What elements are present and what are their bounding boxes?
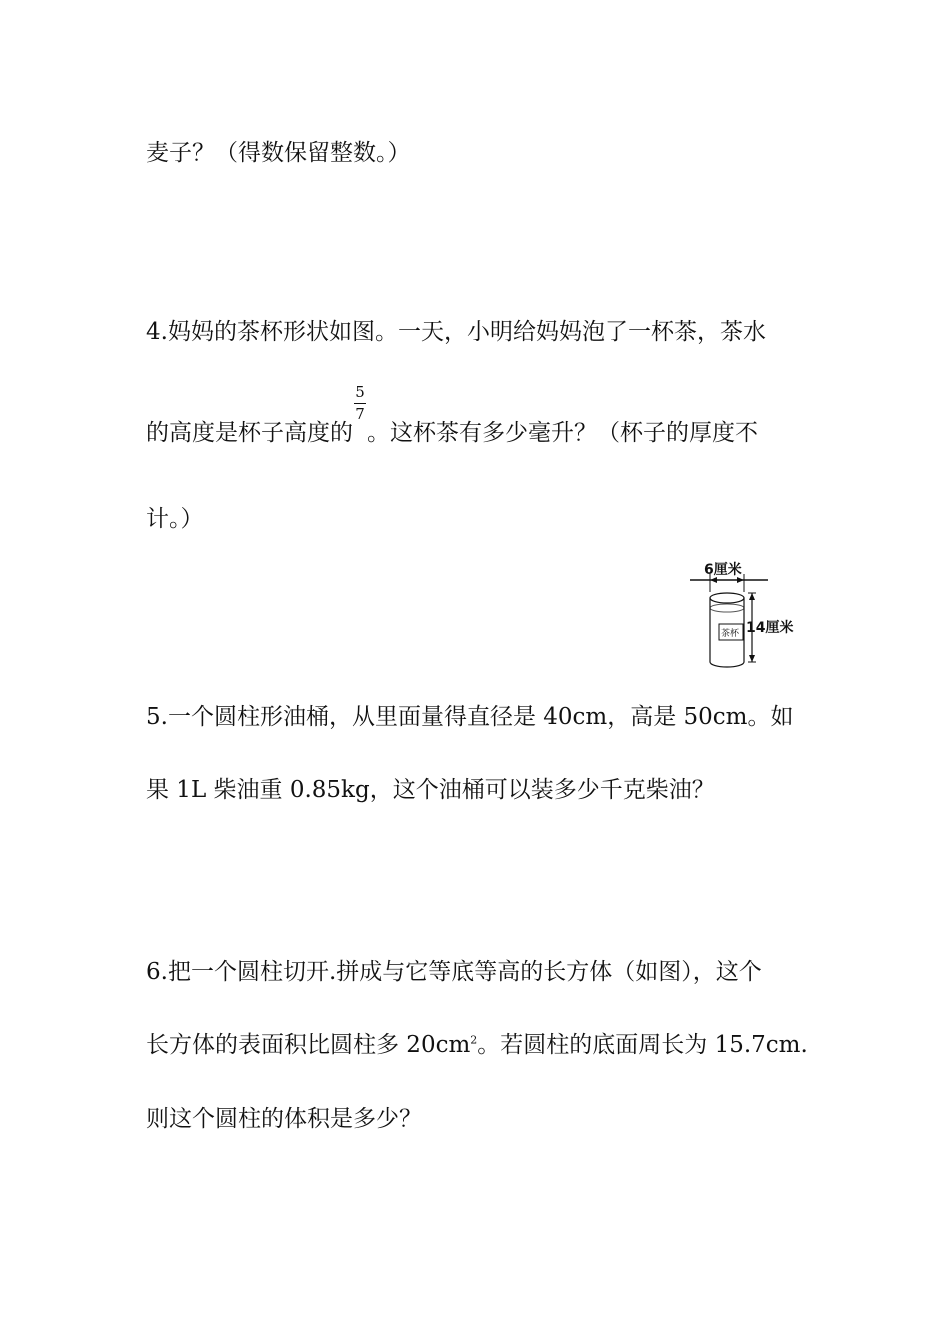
fraction-numerator: 5: [355, 383, 365, 401]
line-1: 麦子？（得数保留整数。）: [146, 140, 411, 166]
superscript-2: 2: [470, 1033, 478, 1047]
fraction-bar: [354, 403, 366, 404]
question-6-text-a: 长方体的表面积比圆柱多 20cm: [146, 1032, 471, 1058]
height-label: 14厘米: [746, 620, 794, 636]
teacup-figure: [684, 556, 802, 674]
fraction-denominator: 7: [355, 405, 365, 423]
cup-label: 茶杯: [721, 629, 740, 639]
question-6-line-3: 则这个圆柱的体积是多少？: [146, 1106, 422, 1132]
question-5-line-2: 果 1L 柴油重 0.85kg，这个油桶可以装多少千克柴油？: [146, 777, 715, 803]
diameter-label: 6厘米: [704, 562, 742, 578]
question-4-line-3: 计。）: [146, 506, 204, 532]
teacup-diagram: [684, 556, 802, 674]
question-4-text-b: 。这杯茶有多少毫升？（杯子的厚度不: [367, 420, 758, 446]
question-4-line-2: [146, 383, 758, 448]
question-6-line-1: 6.把一个圆柱切开.拼成与它等底等高的长方体（如图），这个: [146, 959, 762, 985]
question-4-line-1: 4.妈妈的茶杯形状如图。一天，小明给妈妈泡了一杯茶，茶水: [146, 319, 766, 345]
question-6-text-b: 。若圆柱的底面周长为 15.7cm.: [477, 1032, 808, 1058]
question-4-text-a: 的高度是杯子高度的: [146, 420, 353, 446]
question-6-line-2: [146, 1030, 808, 1060]
question-5-line-1: 5.一个圆柱形油桶，从里面量得直径是 40cm，高是 50cm。如: [146, 704, 794, 730]
fraction: [354, 383, 366, 448]
